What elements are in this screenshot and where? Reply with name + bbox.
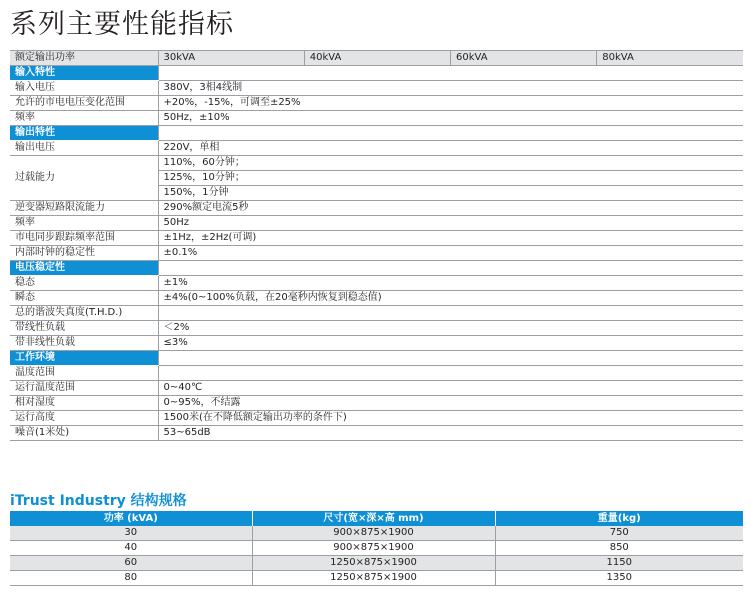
- spec-value: 0~40℃: [158, 381, 743, 396]
- spec-label: 带非线性负载: [10, 336, 158, 351]
- header-power: 功率 (kVA): [10, 511, 252, 526]
- spec-label: 温度范围: [10, 366, 158, 381]
- spec-row: [10, 96, 743, 111]
- cell-dimensions: 1250×875×1900: [252, 571, 495, 586]
- header-weight: 重量(kg): [495, 511, 743, 526]
- section-title: 工作环境: [10, 351, 158, 366]
- spec-row: [10, 306, 743, 321]
- table-row: [10, 556, 743, 571]
- spec-value: 150%，1分钟: [158, 186, 743, 201]
- spec-row: [10, 156, 743, 171]
- section-regulation: [10, 261, 743, 276]
- cell-power: 30: [10, 526, 252, 541]
- spec-value: ±1%: [158, 276, 743, 291]
- spec-value: 290%额定电流5秒: [158, 201, 743, 216]
- spec-label: 过载能力: [10, 156, 158, 201]
- cell-weight: 1350: [495, 571, 743, 586]
- spec-row: [10, 231, 743, 246]
- structure-title: iTrust Industry 结构规格: [10, 493, 187, 509]
- cell-weight: 850: [495, 541, 743, 556]
- spec-value: 380V，3相4线制: [158, 81, 743, 96]
- spec-label: 运行温度范围: [10, 381, 158, 396]
- section-output: [10, 126, 743, 141]
- spec-row: [10, 366, 743, 381]
- spec-row: [10, 276, 743, 291]
- section-title: 电压稳定性: [10, 261, 158, 276]
- spec-value: 125%，10分钟；: [158, 171, 743, 186]
- structure-header-row: [10, 511, 743, 526]
- spec-value: 1500米(在不降低额定输出功率的条件下): [158, 411, 743, 426]
- spec-row: [10, 336, 743, 351]
- spec-table: [10, 50, 743, 441]
- model-60kva: 60kVA: [451, 51, 597, 66]
- spec-row: [10, 81, 743, 96]
- spec-label: 内部时钟的稳定性: [10, 246, 158, 261]
- table-row: [10, 571, 743, 586]
- spec-value: 220V，单相: [158, 141, 743, 156]
- section-title: 输出特性: [10, 126, 158, 141]
- spec-value: 50Hz，±10%: [158, 111, 743, 126]
- spec-label: 相对湿度: [10, 396, 158, 411]
- spec-label: 运行高度: [10, 411, 158, 426]
- model-30kva: 30kVA: [158, 51, 304, 66]
- spec-value: ≤3%: [158, 336, 743, 351]
- spec-label: 输入电压: [10, 81, 158, 96]
- cell-power: 80: [10, 571, 252, 586]
- spec-row: [10, 111, 743, 126]
- spec-value: ±1Hz，±2Hz(可调): [158, 231, 743, 246]
- cell-dimensions: 900×875×1900: [252, 541, 495, 556]
- page-title: 系列主要性能指标: [10, 9, 234, 40]
- cell-weight: 1150: [495, 556, 743, 571]
- section-input: [10, 66, 743, 81]
- spec-value: ＜2%: [158, 321, 743, 336]
- spec-label: 输出电压: [10, 141, 158, 156]
- spec-row: [10, 321, 743, 336]
- spec-header-label: 额定输出功率: [10, 51, 158, 66]
- spec-label: 允许的市电电压变化范围: [10, 96, 158, 111]
- spec-value: 50Hz: [158, 216, 743, 231]
- cell-power: 40: [10, 541, 252, 556]
- structure-table: [10, 511, 743, 586]
- spec-row: [10, 246, 743, 261]
- cell-weight: 750: [495, 526, 743, 541]
- spec-label: 市电同步跟踪频率范围: [10, 231, 158, 246]
- table-row: [10, 526, 743, 541]
- spec-label: 逆变器短路限流能力: [10, 201, 158, 216]
- spec-row: [10, 381, 743, 396]
- spec-value: ±0.1%: [158, 246, 743, 261]
- section-title: 输入特性: [10, 66, 158, 81]
- spec-value: ±4%(0~100%负载，在20毫秒内恢复到稳态值): [158, 291, 743, 306]
- spec-label: 频率: [10, 216, 158, 231]
- spec-label: 频率: [10, 111, 158, 126]
- spec-row: [10, 411, 743, 426]
- spec-value: 0~95%，不结露: [158, 396, 743, 411]
- table-row: [10, 541, 743, 556]
- cell-power: 60: [10, 556, 252, 571]
- spec-row: [10, 141, 743, 156]
- model-40kva: 40kVA: [304, 51, 450, 66]
- spec-value: 110%，60分钟；: [158, 156, 743, 171]
- spec-label: 稳态: [10, 276, 158, 291]
- model-80kva: 80kVA: [597, 51, 743, 66]
- spec-label: 总的谐波失真度(T.H.D.): [10, 306, 158, 321]
- spec-label: 瞬态: [10, 291, 158, 306]
- cell-dimensions: 900×875×1900: [252, 526, 495, 541]
- section-environment: [10, 351, 743, 366]
- cell-dimensions: 1250×875×1900: [252, 556, 495, 571]
- spec-row: [10, 396, 743, 411]
- spec-row: [10, 216, 743, 231]
- spec-value: +20%，-15%，可调至±25%: [158, 96, 743, 111]
- spec-row: [10, 426, 743, 441]
- spec-row: [10, 201, 743, 216]
- spec-label: 噪音(1米处): [10, 426, 158, 441]
- header-dimensions: 尺寸(宽×深×高 mm): [252, 511, 495, 526]
- spec-value: [158, 306, 743, 321]
- spec-value: [158, 366, 743, 381]
- spec-label: 带线性负载: [10, 321, 158, 336]
- spec-header-row: [10, 51, 743, 66]
- spec-value: 53~65dB: [158, 426, 743, 441]
- spec-row: [10, 291, 743, 306]
